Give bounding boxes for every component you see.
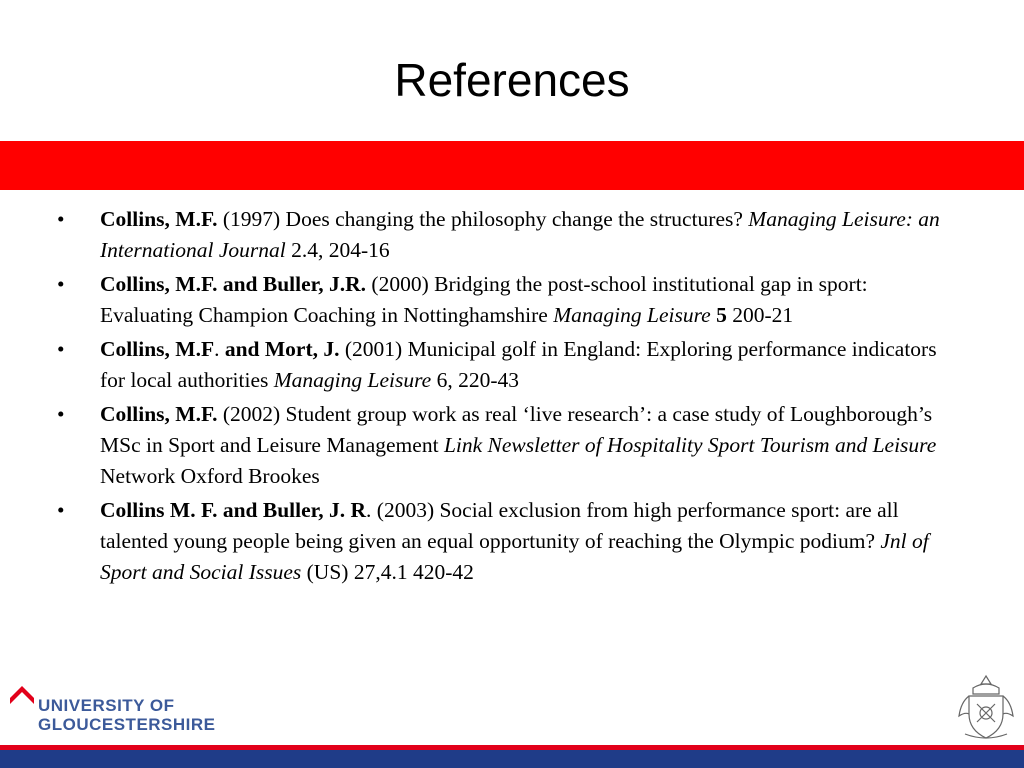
reference-journal: Link Newsletter of Hospitality Sport Tourism and Leisure [443,433,937,457]
reference-item [57,334,962,396]
reference-authors: Collins, M.F. [100,207,218,231]
bullet-icon: • [57,498,65,522]
reference-text: Network Oxford Brookes [100,464,320,488]
title-accent-band [0,141,1024,190]
reference-text: . [214,337,225,361]
reference-text: 6, 220-43 [431,368,519,392]
reference-text: . (2003) Social exclusion from high performance sport: are all talented young people being given an equal opportunity of reaching the Olympic podium? [100,498,899,553]
reference-authors: Collins, M.F [100,337,215,361]
reference-text: (2001) Municipal golf in England: Exploring performance indicators for local authorities [100,337,937,392]
logo-chevron-icon [10,684,34,706]
university-crest-icon [955,672,1017,742]
reference-item [57,399,962,492]
reference-text: (1997) Does changing the philosophy change the structures? [217,207,749,231]
logo-text-line2: GLOUCESTERSHIRE [38,715,216,734]
slide-title: References [394,54,630,106]
reference-authors: 5 [716,303,727,327]
bullet-icon: • [57,402,65,426]
reference-item [57,495,962,588]
reference-journal: Managing Leisure: an International Journal [100,207,940,262]
bullet-icon: • [57,272,65,296]
reference-journal: Jnl of Sport and Social Issues [100,529,929,584]
logo-text-line1: UNIVERSITY OF [38,696,175,715]
footer-blue-bar [0,750,1024,768]
university-logo [10,684,240,736]
reference-authors: Collins, M.F. [100,402,218,426]
reference-text: 2.4, 204-16 [285,238,390,262]
reference-authors: Collins, M.F. and Buller, J.R. [100,272,367,296]
reference-text: (2000) Bridging the post-school institutional gap in sport: Evaluating Champion Coaching in Nottinghamshire [100,272,868,327]
bullet-icon: • [57,337,65,361]
reference-authors: Collins M. F. and Buller, J. R [100,498,367,522]
reference-text: (US) 27,4.1 420-42 [301,560,474,584]
reference-text: 200-21 [726,303,794,327]
reference-journal: Managing Leisure [273,368,432,392]
reference-list [57,204,962,591]
reference-item [57,204,962,266]
reference-text: (2002) Student group work as real ‘live research’: a case study of Loughborough’s MSc in Sport and Leisure Management [100,402,933,457]
reference-journal: Managing Leisure [553,303,711,327]
reference-item [57,269,962,331]
reference-authors: and Mort, J. [224,337,340,361]
bullet-icon: • [57,207,65,231]
